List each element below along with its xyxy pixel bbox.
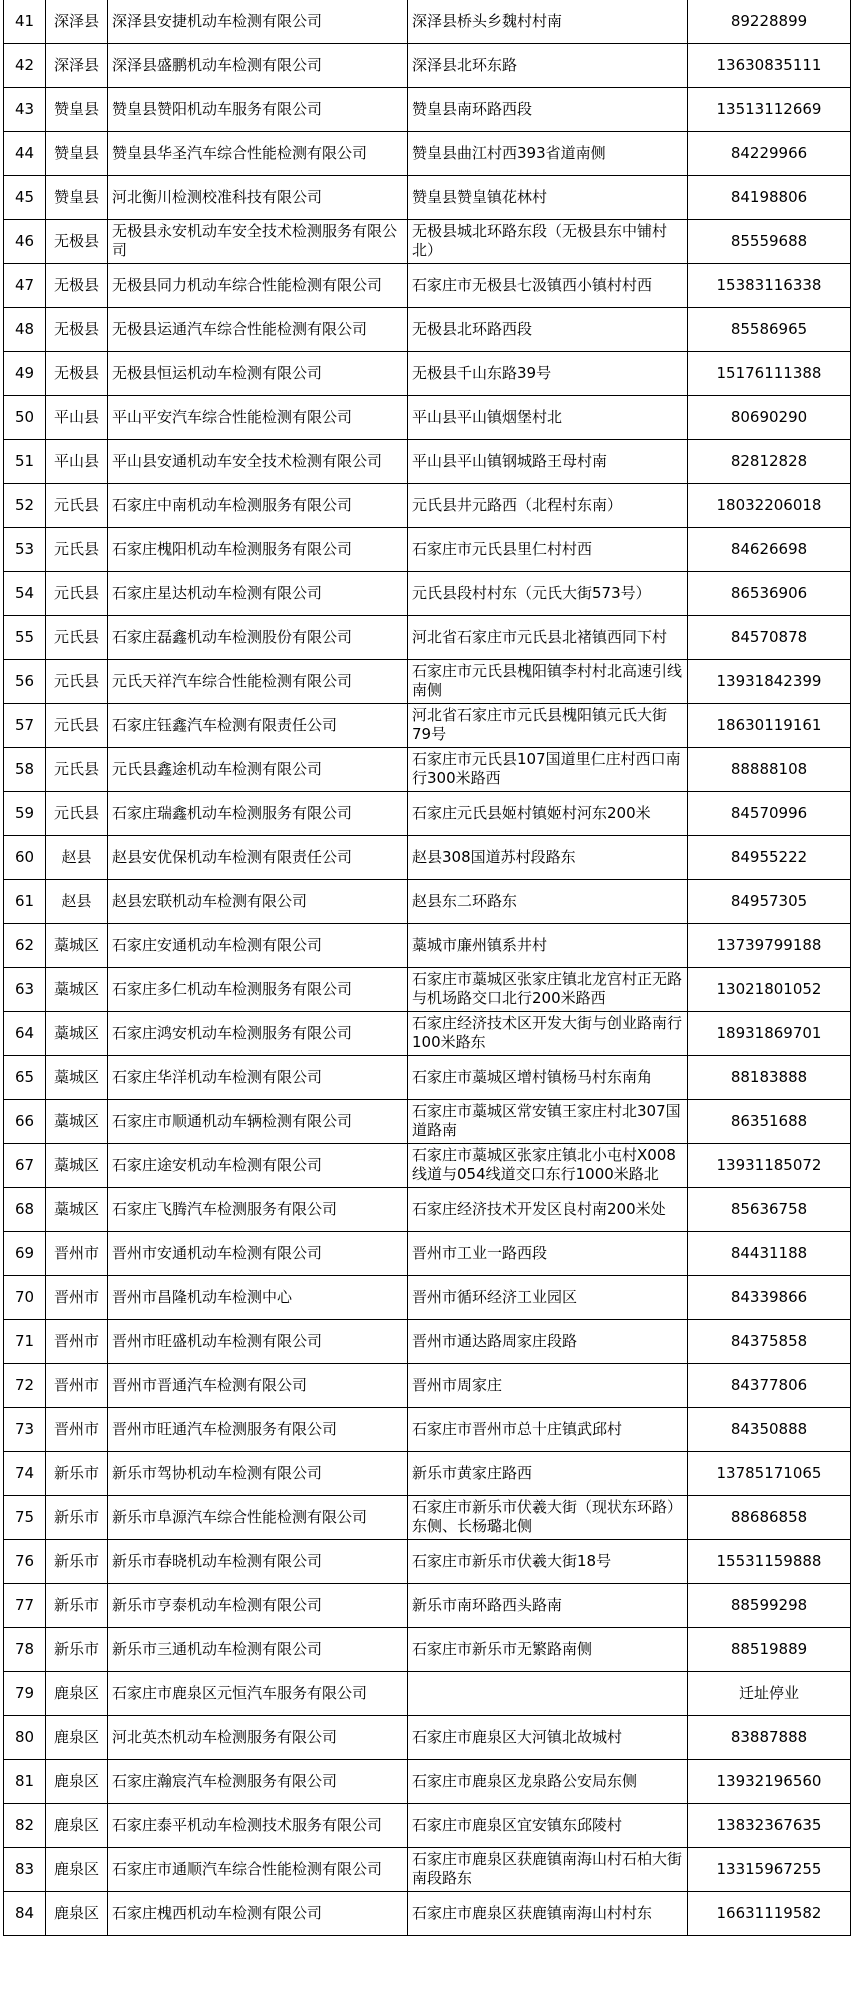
phone-cell: 88519889 bbox=[688, 1627, 851, 1671]
company-cell: 石家庄瀚宸汽车检测服务有限公司 bbox=[108, 1759, 408, 1803]
phone-cell: 16631119582 bbox=[688, 1891, 851, 1935]
phone-cell: 迁址停业 bbox=[688, 1671, 851, 1715]
county-cell: 新乐市 bbox=[46, 1627, 108, 1671]
row-number: 74 bbox=[4, 1451, 46, 1495]
company-cell: 石家庄槐西机动车检测有限公司 bbox=[108, 1891, 408, 1935]
address-cell: 赞皇县南环路西段 bbox=[408, 87, 688, 131]
table-row bbox=[4, 615, 851, 659]
table-row bbox=[4, 1671, 851, 1715]
row-number: 49 bbox=[4, 351, 46, 395]
table-row bbox=[4, 1055, 851, 1099]
phone-cell: 13315967255 bbox=[688, 1847, 851, 1891]
phone-cell: 83887888 bbox=[688, 1715, 851, 1759]
phone-cell: 15176111388 bbox=[688, 351, 851, 395]
address-cell: 石家庄市藁城区张家庄镇北龙宫村正无路与机场路交口北行200米路西 bbox=[408, 967, 688, 1011]
company-cell: 石家庄华洋机动车检测有限公司 bbox=[108, 1055, 408, 1099]
county-cell: 赞皇县 bbox=[46, 87, 108, 131]
county-cell: 元氏县 bbox=[46, 615, 108, 659]
table-row bbox=[4, 879, 851, 923]
company-cell: 河北英杰机动车检测服务有限公司 bbox=[108, 1715, 408, 1759]
address-cell: 平山县平山镇钢城路王母村南 bbox=[408, 439, 688, 483]
inspection-stations-table bbox=[3, 0, 851, 1936]
table-row bbox=[4, 1319, 851, 1363]
row-number: 68 bbox=[4, 1187, 46, 1231]
address-cell: 新乐市南环路西头路南 bbox=[408, 1583, 688, 1627]
table-row bbox=[4, 1539, 851, 1583]
address-cell: 石家庄市晋州市总十庄镇武邱村 bbox=[408, 1407, 688, 1451]
table-row bbox=[4, 1407, 851, 1451]
phone-cell: 88888108 bbox=[688, 747, 851, 791]
table-row bbox=[4, 659, 851, 703]
address-cell: 深泽县北环东路 bbox=[408, 43, 688, 87]
phone-cell: 15383116338 bbox=[688, 263, 851, 307]
address-cell: 赞皇县赞皇镇花林村 bbox=[408, 175, 688, 219]
row-number: 42 bbox=[4, 43, 46, 87]
company-cell: 晋州市旺通汽车检测服务有限公司 bbox=[108, 1407, 408, 1451]
address-cell: 晋州市周家庄 bbox=[408, 1363, 688, 1407]
phone-cell: 84198806 bbox=[688, 175, 851, 219]
phone-cell: 85559688 bbox=[688, 219, 851, 263]
company-cell: 赵县宏联机动车检测有限公司 bbox=[108, 879, 408, 923]
phone-cell: 88599298 bbox=[688, 1583, 851, 1627]
phone-cell: 84626698 bbox=[688, 527, 851, 571]
table-body bbox=[4, 0, 851, 1935]
row-number: 46 bbox=[4, 219, 46, 263]
table-row bbox=[4, 1803, 851, 1847]
address-cell bbox=[408, 1671, 688, 1715]
table-row bbox=[4, 1363, 851, 1407]
address-cell: 无极县千山东路39号 bbox=[408, 351, 688, 395]
row-number: 58 bbox=[4, 747, 46, 791]
county-cell: 元氏县 bbox=[46, 747, 108, 791]
address-cell: 石家庄元氏县姬村镇姬村河东200米 bbox=[408, 791, 688, 835]
county-cell: 无极县 bbox=[46, 263, 108, 307]
county-cell: 晋州市 bbox=[46, 1407, 108, 1451]
phone-cell: 13785171065 bbox=[688, 1451, 851, 1495]
row-number: 70 bbox=[4, 1275, 46, 1319]
table-row bbox=[4, 351, 851, 395]
company-cell: 平山平安汽车综合性能检测有限公司 bbox=[108, 395, 408, 439]
county-cell: 无极县 bbox=[46, 219, 108, 263]
address-cell: 石家庄市藁城区增村镇杨马村东南角 bbox=[408, 1055, 688, 1099]
company-cell: 元氏天祥汽车综合性能检测有限公司 bbox=[108, 659, 408, 703]
table-row bbox=[4, 131, 851, 175]
table-row bbox=[4, 1451, 851, 1495]
table-row bbox=[4, 1891, 851, 1935]
company-cell: 新乐市阜源汽车综合性能检测有限公司 bbox=[108, 1495, 408, 1539]
row-number: 76 bbox=[4, 1539, 46, 1583]
row-number: 48 bbox=[4, 307, 46, 351]
county-cell: 元氏县 bbox=[46, 703, 108, 747]
phone-cell: 18931869701 bbox=[688, 1011, 851, 1055]
company-cell: 石家庄钰鑫汽车检测有限责任公司 bbox=[108, 703, 408, 747]
company-cell: 石家庄中南机动车检测服务有限公司 bbox=[108, 483, 408, 527]
county-cell: 赵县 bbox=[46, 879, 108, 923]
address-cell: 平山县平山镇烟堡村北 bbox=[408, 395, 688, 439]
county-cell: 深泽县 bbox=[46, 0, 108, 43]
phone-cell: 85636758 bbox=[688, 1187, 851, 1231]
row-number: 72 bbox=[4, 1363, 46, 1407]
company-cell: 晋州市昌隆机动车检测中心 bbox=[108, 1275, 408, 1319]
row-number: 66 bbox=[4, 1099, 46, 1143]
address-cell: 晋州市循环经济工业园区 bbox=[408, 1275, 688, 1319]
phone-cell: 15531159888 bbox=[688, 1539, 851, 1583]
address-cell: 石家庄市无极县七汲镇西小镇村村西 bbox=[408, 263, 688, 307]
row-number: 83 bbox=[4, 1847, 46, 1891]
address-cell: 石家庄市鹿泉区龙泉路公安局东侧 bbox=[408, 1759, 688, 1803]
company-cell: 石家庄磊鑫机动车检测股份有限公司 bbox=[108, 615, 408, 659]
county-cell: 元氏县 bbox=[46, 483, 108, 527]
county-cell: 藁城区 bbox=[46, 1055, 108, 1099]
county-cell: 鹿泉区 bbox=[46, 1847, 108, 1891]
row-number: 79 bbox=[4, 1671, 46, 1715]
address-cell: 石家庄市新乐市伏羲大街18号 bbox=[408, 1539, 688, 1583]
company-cell: 石家庄星达机动车检测有限公司 bbox=[108, 571, 408, 615]
row-number: 43 bbox=[4, 87, 46, 131]
address-cell: 石家庄市鹿泉区获鹿镇南海山村村东 bbox=[408, 1891, 688, 1935]
phone-cell: 13932196560 bbox=[688, 1759, 851, 1803]
phone-cell: 84431188 bbox=[688, 1231, 851, 1275]
phone-cell: 85586965 bbox=[688, 307, 851, 351]
address-cell: 无极县城北环路东段（无极县东中铺村北） bbox=[408, 219, 688, 263]
row-number: 59 bbox=[4, 791, 46, 835]
company-cell: 晋州市旺盛机动车检测有限公司 bbox=[108, 1319, 408, 1363]
row-number: 44 bbox=[4, 131, 46, 175]
county-cell: 晋州市 bbox=[46, 1319, 108, 1363]
county-cell: 元氏县 bbox=[46, 571, 108, 615]
phone-cell: 84229966 bbox=[688, 131, 851, 175]
county-cell: 元氏县 bbox=[46, 527, 108, 571]
table-row bbox=[4, 1143, 851, 1187]
address-cell: 无极县北环路西段 bbox=[408, 307, 688, 351]
county-cell: 深泽县 bbox=[46, 43, 108, 87]
phone-cell: 13739799188 bbox=[688, 923, 851, 967]
row-number: 78 bbox=[4, 1627, 46, 1671]
company-cell: 无极县永安机动车安全技术检测服务有限公司 bbox=[108, 219, 408, 263]
row-number: 51 bbox=[4, 439, 46, 483]
row-number: 62 bbox=[4, 923, 46, 967]
address-cell: 元氏县段村村东（元氏大街573号） bbox=[408, 571, 688, 615]
table-row bbox=[4, 439, 851, 483]
phone-cell: 86536906 bbox=[688, 571, 851, 615]
company-cell: 石家庄鸿安机动车检测服务有限公司 bbox=[108, 1011, 408, 1055]
phone-cell: 84955222 bbox=[688, 835, 851, 879]
company-cell: 石家庄途安机动车检测有限公司 bbox=[108, 1143, 408, 1187]
row-number: 69 bbox=[4, 1231, 46, 1275]
table-row bbox=[4, 1715, 851, 1759]
row-number: 50 bbox=[4, 395, 46, 439]
row-number: 54 bbox=[4, 571, 46, 615]
table-row bbox=[4, 747, 851, 791]
phone-cell: 13630835111 bbox=[688, 43, 851, 87]
county-cell: 晋州市 bbox=[46, 1363, 108, 1407]
table-row bbox=[4, 967, 851, 1011]
county-cell: 藁城区 bbox=[46, 1011, 108, 1055]
company-cell: 赞皇县华圣汽车综合性能检测有限公司 bbox=[108, 131, 408, 175]
company-cell: 赞皇县赞阳机动车服务有限公司 bbox=[108, 87, 408, 131]
row-number: 55 bbox=[4, 615, 46, 659]
county-cell: 平山县 bbox=[46, 395, 108, 439]
phone-cell: 13931185072 bbox=[688, 1143, 851, 1187]
company-cell: 晋州市安通机动车检测有限公司 bbox=[108, 1231, 408, 1275]
company-cell: 河北衡川检测校准科技有限公司 bbox=[108, 175, 408, 219]
phone-cell: 13931842399 bbox=[688, 659, 851, 703]
table-row bbox=[4, 1759, 851, 1803]
table-row bbox=[4, 1627, 851, 1671]
row-number: 61 bbox=[4, 879, 46, 923]
row-number: 80 bbox=[4, 1715, 46, 1759]
address-cell: 石家庄经济技术区开发大街与创业路南行100米路东 bbox=[408, 1011, 688, 1055]
address-cell: 赞皇县曲江村西393省道南侧 bbox=[408, 131, 688, 175]
phone-cell: 13513112669 bbox=[688, 87, 851, 131]
phone-cell: 80690290 bbox=[688, 395, 851, 439]
table-row bbox=[4, 483, 851, 527]
company-cell: 石家庄市顺通机动车辆检测有限公司 bbox=[108, 1099, 408, 1143]
county-cell: 元氏县 bbox=[46, 791, 108, 835]
county-cell: 新乐市 bbox=[46, 1583, 108, 1627]
county-cell: 无极县 bbox=[46, 307, 108, 351]
company-cell: 深泽县盛鹏机动车检测有限公司 bbox=[108, 43, 408, 87]
company-cell: 新乐市驾协机动车检测有限公司 bbox=[108, 1451, 408, 1495]
address-cell: 石家庄市元氏县107国道里仁庄村西口南行300米路西 bbox=[408, 747, 688, 791]
company-cell: 无极县运通汽车综合性能检测有限公司 bbox=[108, 307, 408, 351]
company-cell: 石家庄多仁机动车检测服务有限公司 bbox=[108, 967, 408, 1011]
table-row bbox=[4, 43, 851, 87]
company-cell: 无极县恒运机动车检测有限公司 bbox=[108, 351, 408, 395]
row-number: 67 bbox=[4, 1143, 46, 1187]
company-cell: 无极县同力机动车综合性能检测有限公司 bbox=[108, 263, 408, 307]
company-cell: 石家庄市鹿泉区元恒汽车服务有限公司 bbox=[108, 1671, 408, 1715]
phone-cell: 88183888 bbox=[688, 1055, 851, 1099]
phone-cell: 84350888 bbox=[688, 1407, 851, 1451]
table-row bbox=[4, 1583, 851, 1627]
row-number: 84 bbox=[4, 1891, 46, 1935]
county-cell: 藁城区 bbox=[46, 1187, 108, 1231]
phone-cell: 84957305 bbox=[688, 879, 851, 923]
address-cell: 石家庄市新乐市无繁路南侧 bbox=[408, 1627, 688, 1671]
company-cell: 平山县安通机动车安全技术检测有限公司 bbox=[108, 439, 408, 483]
table-row bbox=[4, 791, 851, 835]
phone-cell: 13832367635 bbox=[688, 1803, 851, 1847]
address-cell: 石家庄市鹿泉区宜安镇东邱陵村 bbox=[408, 1803, 688, 1847]
address-cell: 河北省石家庄市元氏县槐阳镇元氏大街79号 bbox=[408, 703, 688, 747]
row-number: 41 bbox=[4, 0, 46, 43]
address-cell: 石家庄市藁城区常安镇王家庄村北307国道路南 bbox=[408, 1099, 688, 1143]
phone-cell: 84339866 bbox=[688, 1275, 851, 1319]
row-number: 71 bbox=[4, 1319, 46, 1363]
phone-cell: 13021801052 bbox=[688, 967, 851, 1011]
county-cell: 无极县 bbox=[46, 351, 108, 395]
row-number: 65 bbox=[4, 1055, 46, 1099]
county-cell: 鹿泉区 bbox=[46, 1891, 108, 1935]
phone-cell: 86351688 bbox=[688, 1099, 851, 1143]
table-row bbox=[4, 1495, 851, 1539]
county-cell: 新乐市 bbox=[46, 1539, 108, 1583]
address-cell: 石家庄市元氏县里仁村村西 bbox=[408, 527, 688, 571]
phone-cell: 18630119161 bbox=[688, 703, 851, 747]
county-cell: 鹿泉区 bbox=[46, 1803, 108, 1847]
county-cell: 藁城区 bbox=[46, 967, 108, 1011]
address-cell: 石家庄经济技术开发区良村南200米处 bbox=[408, 1187, 688, 1231]
address-cell: 晋州市工业一路西段 bbox=[408, 1231, 688, 1275]
phone-cell: 84570878 bbox=[688, 615, 851, 659]
county-cell: 晋州市 bbox=[46, 1275, 108, 1319]
company-cell: 石家庄瑞鑫机动车检测服务有限公司 bbox=[108, 791, 408, 835]
company-cell: 深泽县安捷机动车检测有限公司 bbox=[108, 0, 408, 43]
table-row bbox=[4, 1187, 851, 1231]
table-row bbox=[4, 219, 851, 263]
address-cell: 深泽县桥头乡魏村村南 bbox=[408, 0, 688, 43]
table-row bbox=[4, 1275, 851, 1319]
phone-cell: 18032206018 bbox=[688, 483, 851, 527]
county-cell: 平山县 bbox=[46, 439, 108, 483]
county-cell: 藁城区 bbox=[46, 923, 108, 967]
company-cell: 新乐市三通机动车检测有限公司 bbox=[108, 1627, 408, 1671]
phone-cell: 88686858 bbox=[688, 1495, 851, 1539]
county-cell: 元氏县 bbox=[46, 659, 108, 703]
company-cell: 石家庄飞腾汽车检测服务有限公司 bbox=[108, 1187, 408, 1231]
table-row bbox=[4, 263, 851, 307]
table-row bbox=[4, 1011, 851, 1055]
county-cell: 鹿泉区 bbox=[46, 1671, 108, 1715]
row-number: 82 bbox=[4, 1803, 46, 1847]
county-cell: 晋州市 bbox=[46, 1231, 108, 1275]
phone-cell: 89228899 bbox=[688, 0, 851, 43]
county-cell: 藁城区 bbox=[46, 1143, 108, 1187]
row-number: 47 bbox=[4, 263, 46, 307]
table-row bbox=[4, 1099, 851, 1143]
phone-cell: 84570996 bbox=[688, 791, 851, 835]
company-cell: 晋州市晋通汽车检测有限公司 bbox=[108, 1363, 408, 1407]
row-number: 73 bbox=[4, 1407, 46, 1451]
county-cell: 藁城区 bbox=[46, 1099, 108, 1143]
table-row bbox=[4, 1231, 851, 1275]
address-cell: 石家庄市鹿泉区获鹿镇南海山村石柏大街南段路东 bbox=[408, 1847, 688, 1891]
table-row bbox=[4, 571, 851, 615]
row-number: 52 bbox=[4, 483, 46, 527]
row-number: 57 bbox=[4, 703, 46, 747]
address-cell: 石家庄市元氏县槐阳镇李村村北高速引线南侧 bbox=[408, 659, 688, 703]
row-number: 63 bbox=[4, 967, 46, 1011]
phone-cell: 82812828 bbox=[688, 439, 851, 483]
county-cell: 新乐市 bbox=[46, 1495, 108, 1539]
table-row bbox=[4, 527, 851, 571]
address-cell: 河北省石家庄市元氏县北褚镇西同下村 bbox=[408, 615, 688, 659]
address-cell: 石家庄市藁城区张家庄镇北小屯村X008线道与054线道交口东行1000米路北 bbox=[408, 1143, 688, 1187]
table-row bbox=[4, 1847, 851, 1891]
table-row bbox=[4, 703, 851, 747]
county-cell: 赞皇县 bbox=[46, 131, 108, 175]
address-cell: 藁城市廉州镇系井村 bbox=[408, 923, 688, 967]
row-number: 64 bbox=[4, 1011, 46, 1055]
table-row bbox=[4, 175, 851, 219]
county-cell: 赞皇县 bbox=[46, 175, 108, 219]
table-row bbox=[4, 87, 851, 131]
company-cell: 石家庄市通顺汽车综合性能检测有限公司 bbox=[108, 1847, 408, 1891]
row-number: 56 bbox=[4, 659, 46, 703]
address-cell: 元氏县井元路西（北程村东南） bbox=[408, 483, 688, 527]
company-cell: 石家庄泰平机动车检测技术服务有限公司 bbox=[108, 1803, 408, 1847]
row-number: 45 bbox=[4, 175, 46, 219]
company-cell: 石家庄安通机动车检测有限公司 bbox=[108, 923, 408, 967]
company-cell: 赵县安优保机动车检测有限责任公司 bbox=[108, 835, 408, 879]
table-row bbox=[4, 835, 851, 879]
address-cell: 石家庄市新乐市伏羲大街（现状东环路）东侧、长杨璐北侧 bbox=[408, 1495, 688, 1539]
address-cell: 赵县东二环路东 bbox=[408, 879, 688, 923]
county-cell: 新乐市 bbox=[46, 1451, 108, 1495]
company-cell: 元氏县鑫途机动车检测有限公司 bbox=[108, 747, 408, 791]
county-cell: 赵县 bbox=[46, 835, 108, 879]
address-cell: 新乐市黄家庄路西 bbox=[408, 1451, 688, 1495]
county-cell: 鹿泉区 bbox=[46, 1759, 108, 1803]
row-number: 60 bbox=[4, 835, 46, 879]
address-cell: 赵县308国道苏村段路东 bbox=[408, 835, 688, 879]
table-row bbox=[4, 307, 851, 351]
row-number: 75 bbox=[4, 1495, 46, 1539]
address-cell: 石家庄市鹿泉区大河镇北故城村 bbox=[408, 1715, 688, 1759]
table-row bbox=[4, 0, 851, 43]
table-row bbox=[4, 923, 851, 967]
company-cell: 新乐市春晓机动车检测有限公司 bbox=[108, 1539, 408, 1583]
phone-cell: 84377806 bbox=[688, 1363, 851, 1407]
row-number: 53 bbox=[4, 527, 46, 571]
county-cell: 鹿泉区 bbox=[46, 1715, 108, 1759]
row-number: 77 bbox=[4, 1583, 46, 1627]
phone-cell: 84375858 bbox=[688, 1319, 851, 1363]
company-cell: 新乐市亨泰机动车检测有限公司 bbox=[108, 1583, 408, 1627]
address-cell: 晋州市通达路周家庄段路 bbox=[408, 1319, 688, 1363]
company-cell: 石家庄槐阳机动车检测服务有限公司 bbox=[108, 527, 408, 571]
table-row bbox=[4, 395, 851, 439]
row-number: 81 bbox=[4, 1759, 46, 1803]
